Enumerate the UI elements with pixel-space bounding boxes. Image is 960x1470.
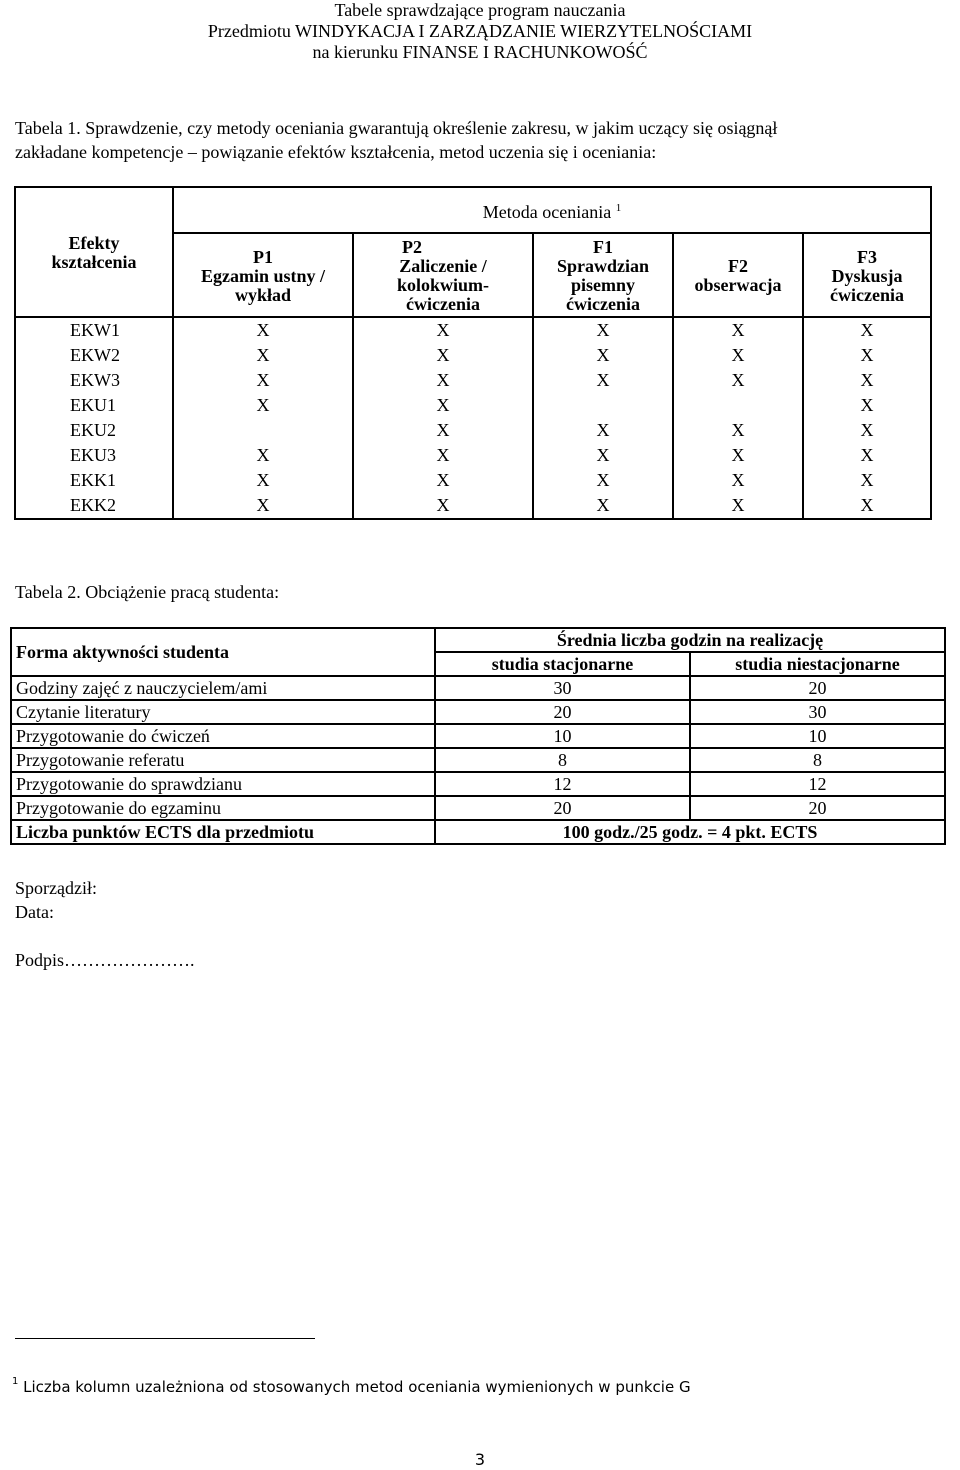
header-line-1: Tabele sprawdzające program nauczania	[334, 0, 626, 20]
forma-header: Forma aktywności studenta	[11, 628, 435, 676]
footnote-separator	[15, 1338, 315, 1339]
footnote	[12, 1376, 691, 1396]
table1-intro	[15, 116, 960, 164]
col-header-p1: P1 Egzamin ustny / wykład	[173, 233, 353, 317]
table-row: Czytanie literatury 20 30	[11, 700, 945, 724]
table-row: EKU3 X X X X X	[15, 443, 931, 468]
table-row: Przygotowanie do ćwiczeń 10 10	[11, 724, 945, 748]
sporzadzil-label: Sporządził:	[15, 878, 97, 898]
table2-title: Tabela 2. Obciążenie pracą studenta:	[15, 582, 280, 602]
student-workload-table	[10, 627, 946, 845]
footnote-ref: 1	[615, 201, 622, 214]
col-header-f2: F2 obserwacja	[673, 233, 803, 317]
table-row: Przygotowanie referatu 8 8	[11, 748, 945, 772]
assessment-methods-table	[14, 186, 932, 520]
ects-value: 100 godz./25 godz. = 4 pkt. ECTS	[435, 820, 945, 844]
table-row: EKK2 X X X X X	[15, 493, 931, 519]
table-row: EKW2 X X X X X	[15, 343, 931, 368]
table-row: EKK1 X X X X X	[15, 468, 931, 493]
table1-intro-line-2: zakładane kompetencje – powiązanie efektów kształcenia, metod uczenia się i oceniania:	[15, 142, 657, 162]
document-header	[0, 0, 960, 63]
table-row: EKU1 X X X	[15, 393, 931, 418]
table-row: Przygotowanie do egzaminu 20 20	[11, 796, 945, 820]
efekty-header: Efekty kształcenia	[15, 187, 173, 317]
podpis-label: Podpis………………….	[15, 950, 195, 970]
table-row: EKW1 X X X X X	[15, 317, 931, 343]
metoda-header: Metoda oceniania $^1$	[173, 187, 931, 233]
ects-label: Liczba punktów ECTS dla przedmiotu	[11, 820, 435, 844]
ects-row	[11, 820, 945, 844]
header-line-3: na kierunku FINANSE I RACHUNKOWOŚĆ	[312, 42, 648, 62]
data-label: Data:	[15, 902, 54, 922]
footnote-number: 1	[12, 1376, 19, 1387]
table-row: Przygotowanie do sprawdzianu 12 12	[11, 772, 945, 796]
col-header-p2: P2 Zaliczenie / kolokwium- ćwiczenia	[353, 233, 533, 317]
table-row: EKU2 X X X X	[15, 418, 931, 443]
footnote-text: Liczba kolumn uzależniona od stosowanych metod oceniania wymienionych w punkcie G	[23, 1378, 691, 1396]
table-row: EKW3 X X X X X	[15, 368, 931, 393]
niestacjonarne-header: studia niestacjonarne	[690, 652, 945, 676]
header-line-2: Przedmiotu WINDYKACJA I ZARZĄDZANIE WIERZYTELNOŚCIAMI	[207, 21, 753, 41]
col-header-f1: F1 Sprawdzian pisemny ćwiczenia	[533, 233, 673, 317]
table-row: Godziny zajęć z nauczycielem/ami 30 20	[11, 676, 945, 700]
table1-intro-line-1: Tabela 1. Sprawdzenie, czy metody oceniania gwarantują określenie zakresu, w jakim uczący się osiągnął	[15, 118, 778, 138]
page-number: 3	[474, 1450, 486, 1469]
stacjonarne-header: studia stacjonarne	[435, 652, 690, 676]
col-header-f3: F3 Dyskusja ćwiczenia	[803, 233, 931, 317]
srednia-header: Średnia liczba godzin na realizację	[435, 628, 945, 652]
